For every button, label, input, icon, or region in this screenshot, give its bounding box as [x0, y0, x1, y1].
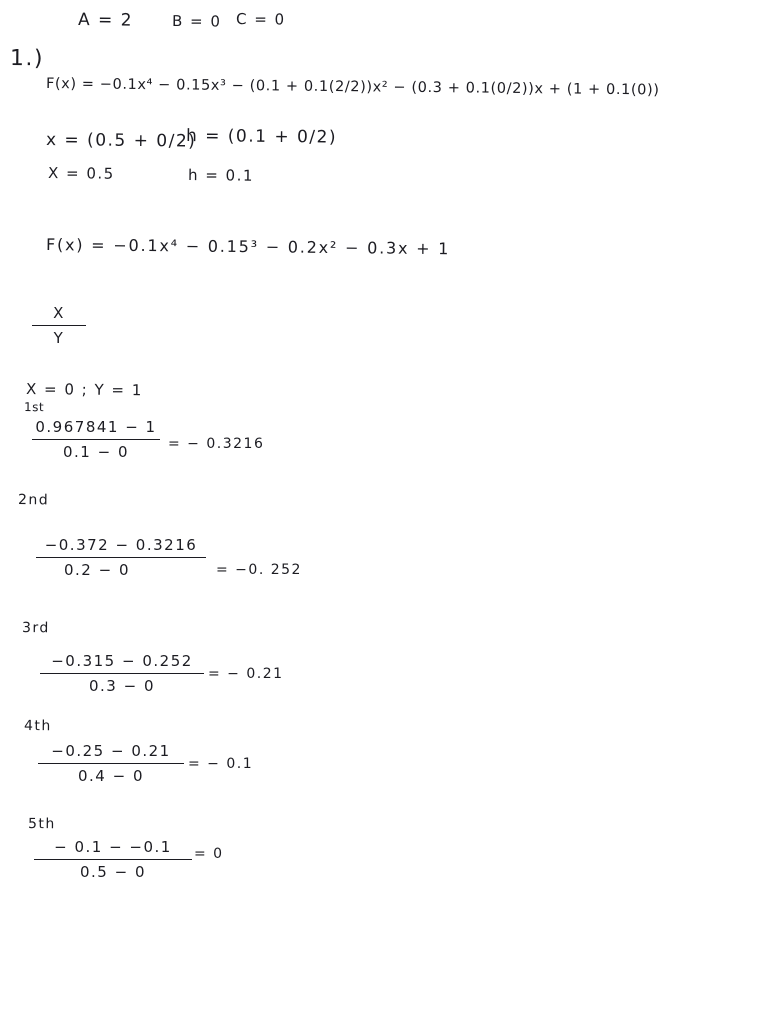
fraction-bar — [32, 439, 160, 440]
step-label: 3rd — [21, 620, 50, 637]
step-fraction — [32, 418, 160, 461]
h-definition: h = (0.1 + 0/2) — [185, 126, 338, 148]
xy-fraction — [32, 304, 86, 347]
step-numerator: −0.372 − 0.3216 — [44, 536, 198, 554]
fraction-bar — [38, 763, 184, 764]
step-fraction — [40, 652, 204, 695]
step-label: 1st — [23, 400, 45, 415]
function-general: F(x) = −0.1x⁴ − 0.15x³ − (0.1 + 0.1(2/2))x² − (0.3 + 0.1(0/2))x + (1 + 0.1(0)) — [45, 76, 660, 99]
step-label: 4th — [23, 718, 52, 735]
step-denominator: 0.1 − 0 — [62, 443, 129, 461]
step-denominator: 0.3 − 0 — [88, 677, 155, 695]
step-fraction — [34, 838, 192, 881]
fraction-bar — [40, 673, 204, 674]
step-denominator: 0.4 − 0 — [77, 767, 144, 785]
constant-b: B = 0 — [171, 12, 222, 31]
fraction-bar — [32, 325, 86, 326]
fraction-bar — [36, 557, 206, 558]
step-label: 5th — [27, 816, 56, 833]
step-numerator: 0.967841 − 1 — [35, 418, 157, 436]
step-numerator: −0.25 − 0.21 — [51, 742, 171, 760]
function-simplified: F(x) = −0.1x⁴ − 0.15³ − 0.2x² − 0.3x + 1 — [45, 235, 451, 259]
x-value: X = 0.5 — [47, 164, 115, 183]
xy-denominator: Y — [53, 329, 65, 347]
step-label: 2nd — [17, 492, 50, 509]
constant-c: C = 0 — [235, 10, 286, 29]
step-denominator: 0.5 − 0 — [79, 863, 146, 881]
step-result: = − 0.1 — [188, 756, 254, 772]
step-result: = − 0.21 — [208, 666, 284, 682]
step-fraction — [38, 742, 184, 785]
step-fraction — [36, 536, 206, 579]
step-result: = − 0.3216 — [168, 436, 265, 452]
step-result: = 0 — [194, 846, 224, 862]
fraction-bar — [34, 859, 192, 860]
constant-a: A = 2 — [77, 10, 134, 31]
initial-condition: X = 0 ; Y = 1 — [25, 380, 143, 400]
h-value: h = 0.1 — [187, 166, 255, 185]
x-definition: x = (0.5 + 0/2) — [45, 130, 197, 152]
problem-number: 1.) — [9, 46, 45, 72]
step-result: = −0. 252 — [216, 562, 302, 578]
step-numerator: −0.315 − 0.252 — [51, 652, 193, 670]
step-numerator: − 0.1 − −0.1 — [54, 838, 172, 856]
xy-numerator: X — [53, 304, 65, 322]
step-denominator: 0.2 − 0 — [64, 561, 131, 579]
